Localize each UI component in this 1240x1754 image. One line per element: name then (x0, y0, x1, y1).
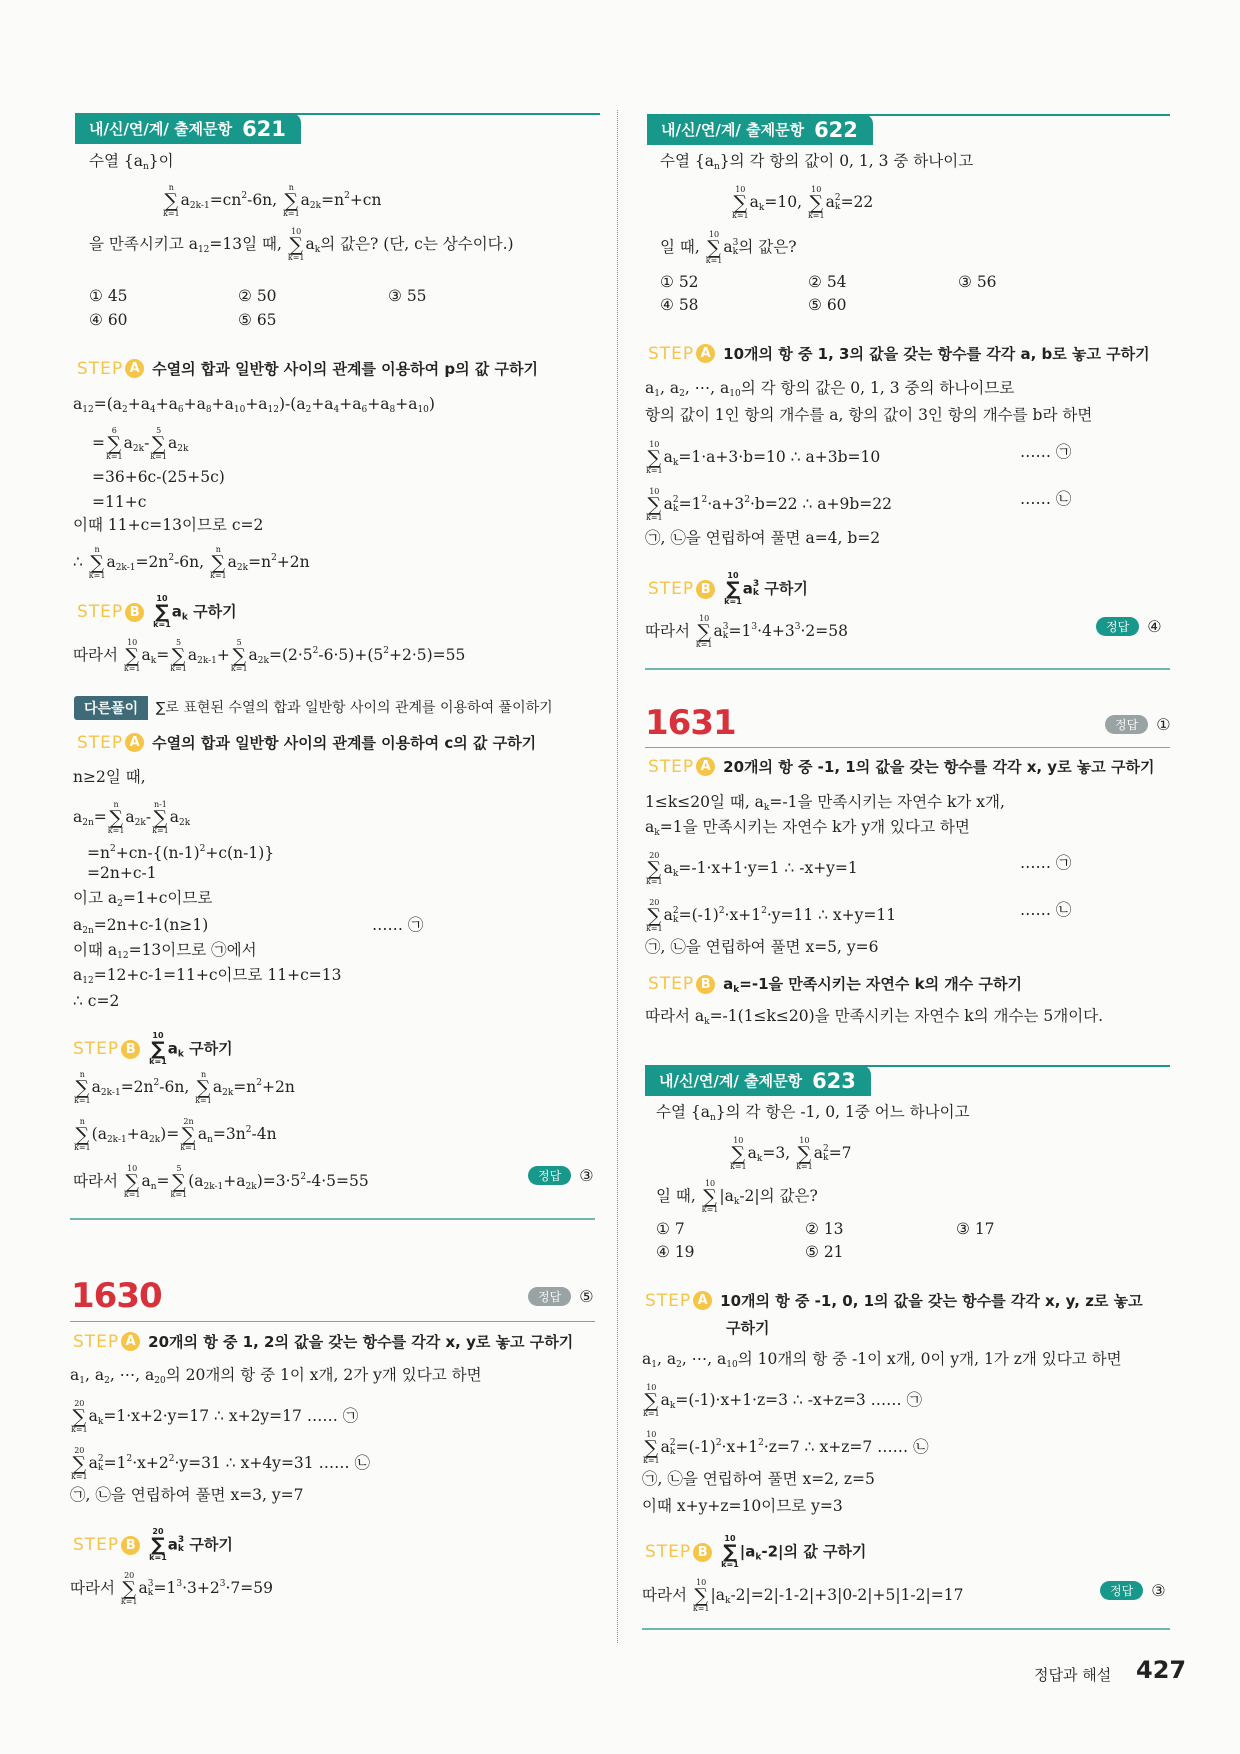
choice[interactable]: ② 50 (238, 287, 277, 305)
solution-line: $a_1$, $a_2$, ⋯, $a_{20}$의 20개의 항 중 1이 x개, 2가 y개 있다고 하면 (70, 1366, 482, 1386)
solution-line: 항의 값이 1인 항의 개수를 a, 항의 값이 3인 항의 개수를 b라 하면 (645, 406, 1093, 424)
solution-line: $a_{2n}=2n+c-1(n\ge 1)$ (73, 916, 209, 936)
step-b-heading (645, 1535, 866, 1569)
question-line: 수열 $\{a_n\}$의 각 항은 -1, 0, 1중 어느 하나이고 (656, 1103, 970, 1123)
solution-line: =36+6c-(25+5c) (92, 468, 225, 486)
sigma-symbol: 10 ∑ k=1 (287, 227, 305, 262)
problem-header-623 (645, 1065, 871, 1096)
solution-line: n≥2일 때, (73, 768, 146, 786)
column-divider (617, 110, 618, 1643)
sigma-symbol: 10 ∑ k=1 (705, 230, 723, 265)
solution-line: ∴ c=2 (73, 992, 120, 1010)
step-title: 10 ∑ k=1 $a_k$ 구하기 (153, 594, 237, 629)
solution-line: 10 ∑ k=1 $a_k=(-1)\cdot x+1\cdot z=3$ ∴ -x+z=3 …… ㉠ (643, 1383, 923, 1418)
equation-mark: …… ㉠ (372, 916, 424, 934)
solution-line: ㉠, ㉡을 연립하여 풀면 a=4, b=2 (645, 529, 881, 547)
solution-line: 20 ∑ k=1 a 2 k $=(-1)^2\cdot x+1^2\cdot y=11$ ∴ x+y=11 (646, 898, 897, 933)
choice[interactable]: ① 7 (656, 1220, 685, 1238)
step-label: STEP (648, 579, 695, 599)
choice[interactable]: ⑤ 60 (808, 296, 847, 314)
step-title: 구하기 (726, 1319, 770, 1337)
step-letter: A (696, 757, 715, 776)
choice[interactable]: ⑤ 21 (805, 1243, 844, 1261)
step-label: STEP (77, 602, 124, 622)
solution-line: =11+c (92, 493, 147, 511)
sigma-symbol: 5 ∑ k=1 (170, 638, 187, 673)
step-a-heading (648, 756, 1154, 777)
solution-line: ㉠, ㉡을 연립하여 풀면 x=5, y=6 (645, 938, 879, 956)
step-label: STEP (648, 756, 695, 777)
step-title: 20 ∑ k=1 a 3 k 구하기 (149, 1527, 233, 1562)
step-letter: B (121, 1040, 140, 1059)
solution-line: ㉠, ㉡을 연립하여 풀면 x=3, y=7 (70, 1486, 304, 1504)
sigma-symbol: 10 ∑ k=1 (643, 1430, 660, 1465)
sigma-symbol: 10 ∑ k=1 (646, 440, 663, 475)
step-letter: A (693, 1291, 712, 1310)
sigma-symbol: 10 ∑ k=1 (123, 638, 141, 673)
step-label: STEP (73, 1535, 120, 1555)
answer-value: ③ (579, 1166, 594, 1185)
alt-solution-title: ∑로 표현된 수열의 합과 일반항 사이의 관계를 이용하여 풀이하기 (156, 700, 553, 716)
solution-line: $a_1$, $a_2$, ⋯, $a_{10}$의 각 항의 값은 0, 1, 3 중의 하나이므로 (645, 379, 1015, 399)
sigma-symbol: 10 ∑ k=1 (730, 1136, 747, 1171)
sigma-symbol: 5 ∑ k=1 (230, 638, 248, 673)
solution-line: $a_{12}=12+c-1=11+c$이므로 11+c=13 (73, 966, 342, 986)
header-prefix: 내/신/연/계/ 출제문항 (659, 1072, 803, 1090)
solution-line: ∴ n ∑ k=1 $a_{2k-1}=2n^2-6n$, n ∑ k=1 $a_{2k}=n^2+2n$ (73, 545, 310, 580)
question-line: 수열 $\{a_n\}$이 (89, 152, 174, 172)
solution-line: 20 ∑ k=1 a 2 k $=1^2\cdot x+2^2\cdot y=31$ ∴ x+4y=31 …… ㉡ (71, 1446, 371, 1481)
step-label: STEP (73, 1039, 120, 1059)
step-b-heading (73, 1528, 233, 1562)
solution-line: n ∑ k=1 $a_{2k-1}=2n^2-6n$, n ∑ k=1 $a_{2k}=n^2+2n$ (74, 1070, 295, 1105)
answer-value: ④ (1147, 617, 1162, 636)
step-label: STEP (648, 974, 695, 994)
question-line: 10 ∑ k=1 $a_k=10$, 10 ∑ k=1 a 2 k =22 (732, 185, 874, 220)
equation-mark: …… ㉠ (1020, 443, 1072, 461)
sigma-symbol: 10 ∑ k=1 (721, 1534, 739, 1569)
question-line: 을 만족시키고 $a_{12}=13$일 때, 10 ∑ k=1 $a_k$의 값은? (단, c는 상수이다.) (89, 227, 514, 262)
step-letter: B (693, 1543, 712, 1562)
solution-line: 이때 x+y+z=10이므로 y=3 (642, 1497, 843, 1515)
equation-mark: …… ㉡ (1020, 490, 1072, 508)
solution-line: 10 ∑ k=1 $a_k=1\cdot a+3\cdot b=10$ ∴ a+3b=10 (646, 440, 881, 475)
sigma-symbol: n ∑ k=1 (163, 183, 180, 218)
sigma-symbol: n ∑ k=1 (195, 1070, 212, 1105)
solution-line: $a_{12}=(a_2+a_4+a_6+a_8+a_{10}+a_{12})-(a_2+a_4+a_6+a_8+a_{10})$ (73, 395, 435, 415)
step-a-heading (77, 358, 538, 379)
solution-line: = 6 ∑ k=1 $a_{2k}-$ 5 ∑ k=1 $a_{2k}$ (92, 426, 189, 461)
answer-badge: 정답 (1096, 617, 1139, 636)
step-letter: A (121, 1332, 140, 1351)
problem-header-621 (75, 113, 301, 144)
solution-line: 20 ∑ k=1 $a_k=-1\cdot x+1\cdot y=1$ ∴ -x+y=1 (646, 851, 858, 886)
answer (1096, 617, 1162, 636)
step-title: 20개의 항 중 1, 2의 값을 갖는 항수를 각각 x, y로 놓고 구하기 (148, 1333, 574, 1351)
step-title: 10 ∑ k=1 $|a_k-2|$의 값 구하기 (721, 1534, 867, 1569)
solution-line: $=n^2+cn-\{(n-1)^2+c(n-1)\}$ (87, 844, 275, 862)
step-title: 수열의 합과 일반항 사이의 관계를 이용하여 c의 값 구하기 (152, 734, 537, 752)
sigma-symbol: n ∑ k=1 (88, 545, 106, 580)
choice[interactable]: ③ 56 (958, 273, 997, 291)
solution-line: 이때 $a_{12}=13$이므로 ㉠에서 (73, 941, 257, 961)
step-b-heading (77, 595, 237, 629)
step-letter: B (696, 975, 715, 994)
step-letter: A (125, 733, 144, 752)
solution-line: 1≤k≤20일 때, $a_k=-1$을 만족시키는 자연수 k가 x개, (645, 793, 1005, 813)
header-number: 622 (814, 117, 858, 142)
choice[interactable]: ③ 55 (388, 287, 427, 305)
solution-line: 10 ∑ k=1 a 2 k $=(-1)^2\cdot x+1^2\cdot z=7$ ∴ x+z=7 …… ㉡ (643, 1430, 929, 1465)
header-prefix: 내/신/연/계/ 출제문항 (89, 120, 233, 138)
solution-line: =2n+c-1 (87, 864, 157, 882)
sigma-symbol: 6 ∑ k=1 (106, 426, 123, 461)
step-letter: B (696, 580, 715, 599)
problem-number: 1631 (645, 703, 736, 743)
step-label: STEP (77, 358, 124, 379)
equation-mark: …… ㉡ (1020, 901, 1072, 919)
sigma-symbol: 10 ∑ k=1 (646, 487, 663, 522)
answer-value: ③ (1151, 1581, 1166, 1600)
sigma-symbol: 20 ∑ k=1 (646, 851, 663, 886)
answer-badge: 정답 (528, 1166, 571, 1185)
sigma-symbol: 10 ∑ k=1 (807, 185, 825, 220)
sigma-symbol: 10 ∑ k=1 (692, 1578, 710, 1613)
problem-header-622 (647, 114, 873, 145)
solution-line: 이고 $a_2=1+c$이므로 (73, 889, 213, 909)
question-line: 일 때, 10 ∑ k=1 $|a_k-2|$의 값은? (656, 1179, 818, 1214)
choice[interactable]: ③ 17 (956, 1220, 995, 1238)
sigma-symbol: 10 ∑ k=1 (695, 614, 713, 649)
sigma-symbol: 20 ∑ k=1 (120, 1571, 138, 1606)
step-label: STEP (73, 1331, 120, 1352)
step-letter: A (125, 359, 144, 378)
step-title: 10개의 항 중 1, 3의 값을 갖는 항수를 각각 a, b로 놓고 구하기 (723, 345, 1150, 363)
step-a-heading (73, 1331, 573, 1352)
answer-badge: 정답 (1105, 715, 1148, 734)
solution-line: 따라서 20 ∑ k=1 a 3 k $=1^3\cdot 3+2^3\cdot 7=59$ (70, 1571, 273, 1606)
section-rule (642, 1628, 1170, 1630)
step-a-heading (645, 1290, 1143, 1311)
step-label: STEP (648, 343, 695, 364)
question-line: 수열 $\{a_n\}$의 각 항의 값이 0, 1, 3 중 하나이고 (660, 152, 974, 172)
sigma-symbol: n-1 ∑ k=1 (152, 800, 169, 835)
answer-badge: 정답 (1100, 1581, 1143, 1600)
step-a-heading (648, 343, 1150, 364)
question-line: 일 때, 10 ∑ k=1 a 3 k 의 값은? (660, 230, 797, 265)
section-rule (645, 668, 1170, 670)
step-title: $a_k=-1$을 만족시키는 자연수 k의 개수 구하기 (723, 975, 1022, 995)
step-title: 10개의 항 중 -1, 0, 1의 값을 갖는 항수를 각각 x, y, z로 놓고 (720, 1292, 1143, 1310)
step-title: 10 ∑ k=1 $a_k$ 구하기 (149, 1031, 233, 1066)
choice[interactable]: ① 45 (89, 287, 128, 305)
choice[interactable]: ① 52 (660, 273, 699, 291)
step-a-heading (77, 732, 536, 753)
sigma-symbol: 10 ∑ k=1 (123, 1164, 141, 1199)
solution-line: $a_1$, $a_2$, ⋯, $a_{10}$의 10개의 항 중 -1이 x개, 0이 y개, 1가 z개 있다고 하면 (642, 1350, 1122, 1370)
choice[interactable]: ② 13 (805, 1220, 844, 1238)
sigma-symbol: 5 ∑ k=1 (150, 426, 167, 461)
sigma-symbol: 10 ∑ k=1 (149, 1031, 167, 1066)
question-line: n ∑ k=1 $a_{2k-1}=cn^2-6n$, n ∑ k=1 $a_{2k}=n^2+cn$ (163, 183, 382, 218)
answer (1105, 715, 1171, 734)
step-label: STEP (645, 1290, 692, 1311)
step-title: 수열의 합과 일반항 사이의 관계를 이용하여 p의 값 구하기 (152, 360, 538, 378)
solution-line: 따라서 10 ∑ k=1 a 3 k $=1^3\cdot 4+3^3\cdot 2=58$ (645, 614, 848, 649)
answer (528, 1166, 594, 1185)
question-line: 10 ∑ k=1 $a_k=3$, 10 ∑ k=1 a 2 k =7 (730, 1136, 852, 1171)
step-title: 20개의 항 중 -1, 1의 값을 갖는 항수를 각각 x, y로 놓고 구하기 (723, 758, 1155, 776)
alt-solution-badge: 다른풀이 (74, 696, 148, 720)
sigma-symbol: 10 ∑ k=1 (153, 594, 171, 629)
sigma-symbol: 20 ∑ k=1 (646, 898, 663, 933)
sigma-symbol: 20 ∑ k=1 (71, 1399, 88, 1434)
solution-line: 따라서 10 ∑ k=1 $a_n=$ 5 ∑ k=1 $(a_{2k-1}+a_{2k})=3\cdot 5^2-4\cdot 5=55$ (73, 1164, 369, 1199)
sigma-symbol: n ∑ k=1 (107, 800, 125, 835)
header-prefix: 내/신/연/계/ 출제문항 (661, 121, 805, 139)
solution-line: $a_{2n}=$ n ∑ k=1 $a_{2k}-$ n-1 ∑ k=1 $a_{2k}$ (73, 800, 191, 835)
problem-number: 1630 (71, 1276, 162, 1316)
choice[interactable]: ④ 19 (656, 1243, 695, 1261)
header-number: 623 (812, 1068, 856, 1093)
step-letter: B (121, 1536, 140, 1555)
choice[interactable]: ② 54 (808, 273, 847, 291)
step-b-heading (73, 1032, 233, 1066)
solution-line: 10 ∑ k=1 a 2 k $=1^2\cdot a+3^2\cdot b=22$ ∴ a+9b=22 (646, 487, 892, 522)
choice[interactable]: ⑤ 65 (238, 311, 277, 329)
answer (1100, 1581, 1166, 1600)
page-number: 427 (1136, 1656, 1187, 1684)
answer-value: ⑤ (579, 1287, 594, 1306)
sigma-symbol: 20 ∑ k=1 (149, 1527, 167, 1562)
step-b-heading (648, 973, 1022, 995)
section-rule (70, 1218, 595, 1220)
solution-line: 20 ∑ k=1 $a_k=1\cdot x+2\cdot y=17$ ∴ x+2y=17 …… ㉠ (71, 1399, 359, 1434)
solution-line: ㉠, ㉡을 연립하여 풀면 x=2, z=5 (642, 1470, 875, 1488)
solution-line: 따라서 10 ∑ k=1 $a_k=$ 5 ∑ k=1 $a_{2k-1}+$ 5 ∑ k=1 $a_{2k}=(2\cdot 5^2-6\cdot 5)+(5^2+2\cdot 5)=55$ (73, 638, 466, 673)
sigma-symbol: 10 ∑ k=1 (643, 1383, 660, 1418)
sigma-symbol: 5 ∑ k=1 (170, 1164, 188, 1199)
sigma-symbol: 10 ∑ k=1 (796, 1136, 813, 1171)
sigma-symbol: n ∑ k=1 (283, 183, 300, 218)
solution-line: 이때 11+c=13이므로 c=2 (73, 516, 264, 534)
solution-line: $a_k=1$을 만족시키는 자연수 k가 y개 있다고 하면 (645, 818, 970, 838)
header-number: 621 (242, 116, 286, 141)
answer-value: ① (1156, 715, 1171, 734)
solution-line: 따라서 $a_k=-1(1\le k\le 20)$을 만족시키는 자연수 k의 개수는 5개이다. (645, 1007, 1104, 1027)
sigma-symbol: 10 ∑ k=1 (701, 1179, 719, 1214)
sigma-symbol: 2n ∑ k=1 (180, 1117, 197, 1152)
step-letter: B (125, 603, 144, 622)
sigma-symbol: n ∑ k=1 (210, 545, 227, 580)
sigma-symbol: 10 ∑ k=1 (724, 571, 742, 606)
step-label: STEP (77, 732, 124, 753)
answer (528, 1287, 594, 1306)
sigma-symbol: 20 ∑ k=1 (71, 1446, 88, 1481)
step-label: STEP (645, 1542, 692, 1562)
footer-label: 정답과 해설 (1034, 1666, 1112, 1684)
title-rule (645, 747, 1170, 748)
sigma-symbol: 10 ∑ k=1 (732, 185, 749, 220)
step-letter: A (696, 344, 715, 363)
sigma-symbol: n ∑ k=1 (74, 1070, 91, 1105)
title-rule (70, 1321, 595, 1322)
step-b-heading (648, 572, 808, 606)
sigma-symbol: n ∑ k=1 (74, 1117, 91, 1152)
solution-line: 따라서 10 ∑ k=1 $|a_k-2|=2|-1-2|+3|0-2|+5|1-2|=17$ (642, 1578, 964, 1613)
equation-mark: …… ㉠ (1020, 854, 1072, 872)
step-title: 10 ∑ k=1 a 3 k 구하기 (724, 571, 808, 606)
choice[interactable]: ④ 60 (89, 311, 128, 329)
choice[interactable]: ④ 58 (660, 296, 699, 314)
solution-line: n ∑ k=1 $(a_{2k-1}+a_{2k})=$ 2n ∑ k=1 $a_n=3n^2-4n$ (74, 1117, 277, 1152)
step-a-heading-cont (726, 1317, 769, 1338)
answer-badge: 정답 (528, 1287, 571, 1306)
